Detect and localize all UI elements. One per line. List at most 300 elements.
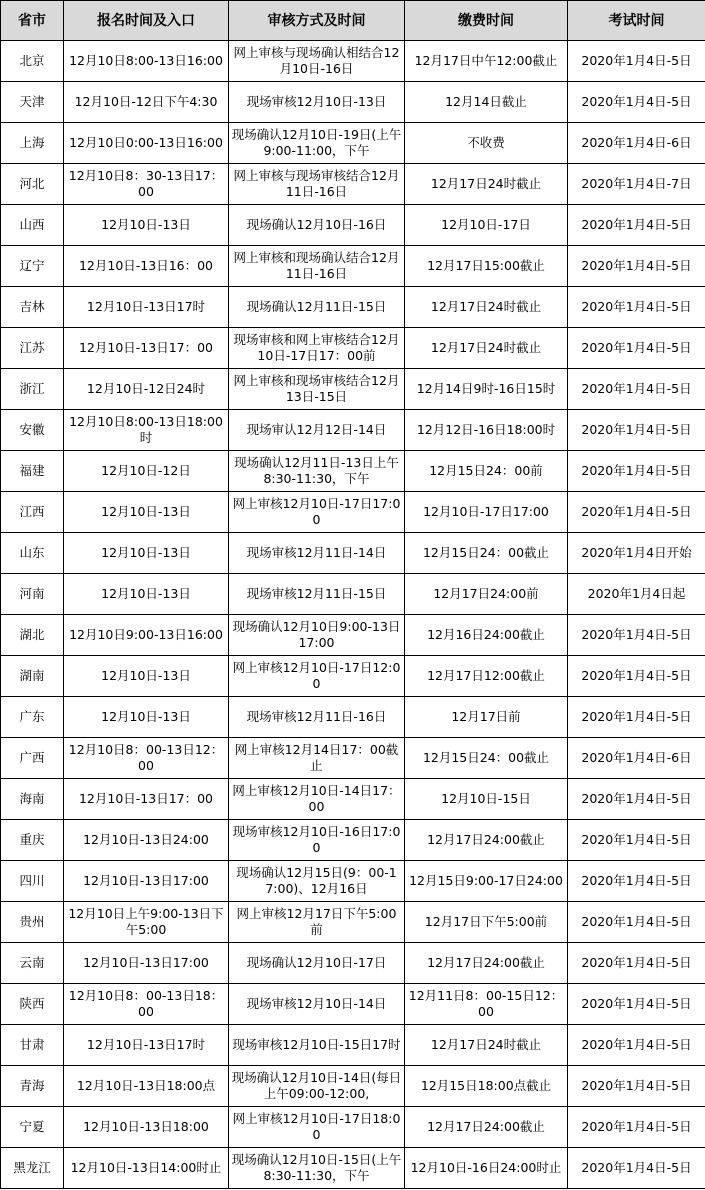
province-cell <box>1 779 64 820</box>
province-cell-text: 广西 <box>19 750 45 765</box>
exam-date-cell <box>568 779 705 820</box>
registration-cell <box>64 123 229 164</box>
exam-date-cell-text: 2020年1月4日-6日 <box>581 750 692 765</box>
review-cell <box>229 1107 405 1148</box>
exam-date-cell-text: 2020年1月4日-5日 <box>581 463 692 478</box>
exam-date-cell <box>568 943 705 984</box>
registration-cell-text: 12月10日-13日17时 <box>86 299 206 314</box>
payment-cell <box>405 287 568 328</box>
exam-date-cell-text: 2020年1月4日-5日 <box>581 832 692 847</box>
payment-cell-text: 不收费 <box>467 135 505 150</box>
payment-cell-text: 12月12日-16日18:00时 <box>416 422 556 437</box>
province-cell-text: 山西 <box>19 217 45 232</box>
table-row <box>1 861 705 902</box>
table-row <box>1 41 705 82</box>
payment-cell-text: 12月17日24:00截止 <box>427 832 545 847</box>
exam-date-cell-text: 2020年1月4日开始 <box>581 545 692 560</box>
exam-date-cell-text: 2020年1月4日-5日 <box>581 1119 692 1134</box>
table-body <box>1 41 705 1189</box>
review-cell <box>229 738 405 779</box>
payment-cell <box>405 123 568 164</box>
header-review: 审核方式及时间 <box>229 1 405 41</box>
table-row <box>1 1066 705 1107</box>
province-cell <box>1 205 64 246</box>
province-cell <box>1 287 64 328</box>
review-cell <box>229 328 405 369</box>
registration-cell <box>64 1148 229 1189</box>
province-cell <box>1 656 64 697</box>
registration-cell <box>64 1066 229 1107</box>
review-cell-text: 现场审核12月10日-14日 <box>246 996 387 1011</box>
province-cell-text: 吉林 <box>19 299 45 314</box>
exam-date-cell <box>568 41 705 82</box>
registration-cell <box>64 902 229 943</box>
registration-cell <box>64 246 229 287</box>
exam-date-cell-text: 2020年1月4日-5日 <box>581 299 692 314</box>
review-cell <box>229 615 405 656</box>
exam-date-cell <box>568 861 705 902</box>
registration-cell-text: 12月10日8:00-13日16:00 <box>69 53 223 68</box>
payment-cell <box>405 615 568 656</box>
registration-cell <box>64 328 229 369</box>
province-cell <box>1 615 64 656</box>
header-payment: 缴费时间 <box>405 1 568 41</box>
province-cell-text: 北京 <box>19 53 45 68</box>
province-cell-text: 黑龙江 <box>13 1160 51 1175</box>
payment-cell <box>405 451 568 492</box>
review-cell <box>229 287 405 328</box>
review-cell-text: 网上审核与现场审核结合12月11日-16日 <box>233 168 400 199</box>
payment-cell <box>405 1066 568 1107</box>
payment-cell-text: 12月17日24:00截止 <box>427 1119 545 1134</box>
province-cell-text: 安徽 <box>19 422 45 437</box>
table-row <box>1 1107 705 1148</box>
review-cell-text: 现场审核12月10日-15日17时 <box>232 1037 401 1052</box>
review-cell-text: 现场确认12月10日-17日 <box>246 955 387 970</box>
payment-cell-text: 12月15日18:00点截止 <box>420 1078 552 1093</box>
registration-cell-text: 12月10日9:00-13日16:00 <box>69 627 223 642</box>
province-cell-text: 浙江 <box>19 381 45 396</box>
payment-cell-text: 12月15日24：00截止 <box>422 750 550 765</box>
registration-cell <box>64 574 229 615</box>
review-cell-text: 网上审核12月17日下午5:00前 <box>236 906 397 937</box>
payment-cell-text: 12月17日24时截止 <box>430 299 542 314</box>
registration-cell-text: 12月10日-13日16：00 <box>78 258 214 273</box>
registration-cell-text: 12月10日-12日 <box>101 463 191 478</box>
province-cell-text: 江苏 <box>19 340 45 355</box>
payment-cell <box>405 984 568 1025</box>
registration-cell <box>64 82 229 123</box>
payment-cell <box>405 738 568 779</box>
review-cell-text: 现场审核和网上审核结合12月10日-17日17：00前 <box>233 332 400 363</box>
payment-cell <box>405 246 568 287</box>
exam-date-cell-text: 2020年1月4日-5日 <box>581 955 692 970</box>
province-cell-text: 海南 <box>19 791 45 806</box>
table-row <box>1 492 705 533</box>
exam-date-cell-text: 2020年1月4日-5日 <box>581 217 692 232</box>
review-cell-text: 现场确认12月10日-15日(上午8:30-11:30，下午 <box>231 1152 402 1183</box>
province-cell-text: 四川 <box>19 873 45 888</box>
exam-date-cell <box>568 615 705 656</box>
exam-date-cell-text: 2020年1月4日-5日 <box>581 1078 692 1093</box>
exam-date-cell <box>568 410 705 451</box>
table-row <box>1 82 705 123</box>
payment-cell-text: 12月10日-16日24:00时止 <box>410 1160 562 1175</box>
payment-cell <box>405 820 568 861</box>
province-cell-text: 江西 <box>19 504 45 519</box>
table-row <box>1 697 705 738</box>
review-cell-text: 现场确认12月10日-14日(每日上午09:00-12:00, <box>231 1070 402 1101</box>
payment-cell-text: 12月15日24：00前 <box>429 463 543 478</box>
exam-date-cell-text: 2020年1月4日-5日 <box>581 627 692 642</box>
review-cell-text: 网上审核12月10日-17日17:00 <box>232 496 401 527</box>
province-cell-text: 云南 <box>19 955 45 970</box>
payment-cell <box>405 943 568 984</box>
registration-cell-text: 12月10日-13日 <box>101 668 191 683</box>
province-cell-text: 陕西 <box>19 996 45 1011</box>
exam-date-cell-text: 2020年1月4日-5日 <box>581 381 692 396</box>
table-row <box>1 984 705 1025</box>
registration-cell <box>64 533 229 574</box>
review-cell-text: 现场审核12月10日-13日 <box>246 94 387 109</box>
payment-cell <box>405 41 568 82</box>
exam-date-cell <box>568 697 705 738</box>
payment-cell-text: 12月10日-17日17:00 <box>423 504 549 519</box>
registration-cell <box>64 410 229 451</box>
registration-cell-text: 12月10日-13日 <box>101 545 191 560</box>
payment-cell-text: 12月10日-17日 <box>441 217 531 232</box>
payment-cell <box>405 656 568 697</box>
exam-date-cell <box>568 533 705 574</box>
province-cell <box>1 123 64 164</box>
province-cell-text: 河南 <box>19 586 45 601</box>
province-cell <box>1 82 64 123</box>
province-cell <box>1 697 64 738</box>
review-cell <box>229 369 405 410</box>
exam-date-cell <box>568 492 705 533</box>
registration-cell <box>64 205 229 246</box>
registration-cell-text: 12月10日8：30-13日17：00 <box>68 168 224 199</box>
province-cell <box>1 1066 64 1107</box>
registration-cell <box>64 697 229 738</box>
exam-date-cell-text: 2020年1月4日-5日 <box>581 996 692 1011</box>
review-cell-text: 现场审核12月11日-16日 <box>246 709 387 724</box>
payment-cell <box>405 779 568 820</box>
exam-date-cell-text: 2020年1月4日-5日 <box>581 873 692 888</box>
province-cell <box>1 410 64 451</box>
table-row <box>1 738 705 779</box>
registration-cell-text: 12月10日-13日18:00点 <box>76 1078 216 1093</box>
payment-cell <box>405 574 568 615</box>
review-cell-text: 现场确认12月15日(9：00-17:00)、12月16日 <box>236 865 397 896</box>
province-cell <box>1 328 64 369</box>
table-row <box>1 1025 705 1066</box>
review-cell <box>229 41 405 82</box>
province-cell <box>1 41 64 82</box>
registration-cell <box>64 943 229 984</box>
registration-cell-text: 12月10日-13日14:00时止 <box>70 1160 222 1175</box>
exam-date-cell-text: 2020年1月4日起 <box>587 586 686 601</box>
registration-cell-text: 12月10日-12日下午4:30 <box>74 94 218 109</box>
exam-date-cell-text: 2020年1月4日-5日 <box>581 504 692 519</box>
province-cell <box>1 369 64 410</box>
review-cell <box>229 1066 405 1107</box>
review-cell-text: 网上审核和现场确认结合12月11日-16日 <box>233 250 400 281</box>
review-cell-text: 现场审认12月12日-14日 <box>246 422 387 437</box>
review-cell-text: 网上审核12月14日17：00截止 <box>234 742 399 773</box>
header-row <box>1 1 705 41</box>
header-registration: 报名时间及入口 <box>64 1 229 41</box>
exam-date-cell-text: 2020年1月4日-7日 <box>581 176 692 191</box>
province-cell <box>1 861 64 902</box>
registration-cell-text: 12月10日-13日 <box>101 504 191 519</box>
review-cell <box>229 779 405 820</box>
registration-cell <box>64 164 229 205</box>
review-cell <box>229 1148 405 1189</box>
province-cell <box>1 1025 64 1066</box>
review-cell <box>229 656 405 697</box>
table-row <box>1 1148 705 1189</box>
province-cell <box>1 246 64 287</box>
table-row <box>1 656 705 697</box>
review-cell <box>229 574 405 615</box>
registration-cell <box>64 779 229 820</box>
payment-cell <box>405 1107 568 1148</box>
registration-cell-text: 12月10日上午9:00-13日下午5:00 <box>68 906 224 937</box>
table-row <box>1 943 705 984</box>
payment-cell-text: 12月17日24:00截止 <box>427 955 545 970</box>
exam-date-cell-text: 2020年1月4日-5日 <box>581 709 692 724</box>
registration-cell <box>64 861 229 902</box>
registration-cell <box>64 451 229 492</box>
province-cell-text: 甘肃 <box>19 1037 45 1052</box>
review-cell <box>229 205 405 246</box>
header-province: 省市 <box>1 1 64 41</box>
province-cell <box>1 451 64 492</box>
registration-cell-text: 12月10日8：00-13日18：00 <box>68 988 224 1019</box>
payment-cell-text: 12月10日-15日 <box>441 791 531 806</box>
province-cell-text: 重庆 <box>19 832 45 847</box>
payment-cell <box>405 1148 568 1189</box>
province-cell-text: 福建 <box>19 463 45 478</box>
review-cell-text: 现场审核12月11日-15日 <box>246 586 387 601</box>
exam-date-cell-text: 2020年1月4日-6日 <box>581 135 692 150</box>
review-cell-text: 现场确认12月11日-15日 <box>246 299 387 314</box>
province-cell-text: 辽宁 <box>19 258 45 273</box>
exam-date-cell-text: 2020年1月4日-5日 <box>581 1037 692 1052</box>
table-row <box>1 574 705 615</box>
registration-cell <box>64 287 229 328</box>
exam-date-cell-text: 2020年1月4日-5日 <box>581 258 692 273</box>
payment-cell <box>405 328 568 369</box>
exam-date-cell <box>568 902 705 943</box>
province-cell <box>1 820 64 861</box>
exam-date-cell <box>568 1148 705 1189</box>
table-row <box>1 328 705 369</box>
table-row <box>1 123 705 164</box>
review-cell <box>229 451 405 492</box>
registration-cell-text: 12月10日-12日24时 <box>86 381 206 396</box>
exam-date-cell <box>568 656 705 697</box>
province-cell <box>1 943 64 984</box>
header-exam-date: 考试时间 <box>568 1 705 41</box>
exam-date-cell <box>568 287 705 328</box>
exam-date-cell-text: 2020年1月4日-5日 <box>581 53 692 68</box>
province-cell-text: 天津 <box>19 94 45 109</box>
review-cell <box>229 164 405 205</box>
exam-date-cell <box>568 738 705 779</box>
payment-cell-text: 12月14日9时-16日15时 <box>416 381 556 396</box>
table-row <box>1 615 705 656</box>
review-cell <box>229 902 405 943</box>
review-cell-text: 网上审核12月10日-17日12:00 <box>232 660 401 691</box>
payment-cell <box>405 410 568 451</box>
province-cell-text: 湖北 <box>19 627 45 642</box>
review-cell-text: 现场确认12月10日-16日 <box>246 217 387 232</box>
registration-cell-text: 12月10日-13日 <box>101 217 191 232</box>
registration-cell-text: 12月10日-13日24:00 <box>83 832 209 847</box>
review-cell-text: 现场确认12月10日-19日(上午9:00-11:00，下午 <box>231 127 402 158</box>
registration-cell-text: 12月10日-13日 <box>101 586 191 601</box>
registration-cell <box>64 656 229 697</box>
payment-cell <box>405 492 568 533</box>
exam-date-cell <box>568 164 705 205</box>
province-cell <box>1 738 64 779</box>
registration-cell <box>64 492 229 533</box>
exam-date-cell <box>568 820 705 861</box>
review-cell <box>229 861 405 902</box>
payment-cell-text: 12月16日24:00截止 <box>427 627 545 642</box>
province-cell-text: 湖南 <box>19 668 45 683</box>
exam-date-cell <box>568 1107 705 1148</box>
province-cell <box>1 574 64 615</box>
exam-date-cell <box>568 984 705 1025</box>
exam-date-cell-text: 2020年1月4日-5日 <box>581 94 692 109</box>
province-cell-text: 青海 <box>19 1078 45 1093</box>
review-cell <box>229 820 405 861</box>
exam-date-cell-text: 2020年1月4日-5日 <box>581 340 692 355</box>
payment-cell-text: 12月14日截止 <box>445 94 527 109</box>
table-row <box>1 533 705 574</box>
payment-cell-text: 12月15日9:00-17日24:00 <box>409 873 563 888</box>
review-cell <box>229 1025 405 1066</box>
province-cell <box>1 1148 64 1189</box>
exam-date-cell-text: 2020年1月4日-5日 <box>581 914 692 929</box>
province-cell <box>1 902 64 943</box>
table-row <box>1 902 705 943</box>
payment-cell-text: 12月17日前 <box>451 709 521 724</box>
payment-cell <box>405 697 568 738</box>
exam-date-cell <box>568 328 705 369</box>
exam-date-cell <box>568 205 705 246</box>
payment-cell <box>405 82 568 123</box>
province-cell-text: 上海 <box>19 135 45 150</box>
exam-date-cell <box>568 82 705 123</box>
registration-cell-text: 12月10日0:00-13日16:00 <box>69 135 223 150</box>
review-cell-text: 现场审核12月10日-16日17:00 <box>232 824 401 855</box>
payment-cell <box>405 902 568 943</box>
payment-cell <box>405 205 568 246</box>
registration-cell-text: 12月10日-13日17:00 <box>83 873 209 888</box>
review-cell-text: 网上审核和现场审核结合12月13日-15日 <box>233 373 400 404</box>
payment-cell-text: 12月17日15:00截止 <box>427 258 545 273</box>
province-cell <box>1 1107 64 1148</box>
exam-date-cell <box>568 369 705 410</box>
registration-cell-text: 12月10日-13日17：00 <box>78 340 214 355</box>
review-cell-text: 网上审核12月10日-17日18:00 <box>232 1111 401 1142</box>
registration-cell-text: 12月10日-13日17：00 <box>78 791 214 806</box>
payment-cell <box>405 861 568 902</box>
province-cell <box>1 492 64 533</box>
review-cell-text: 现场确认12月10日9:00-13日17:00 <box>232 619 401 650</box>
exam-date-cell <box>568 246 705 287</box>
review-cell <box>229 984 405 1025</box>
exam-date-cell-text: 2020年1月4日-5日 <box>581 791 692 806</box>
table-row <box>1 287 705 328</box>
payment-cell-text: 12月17日中午12:00截止 <box>414 53 558 68</box>
province-cell <box>1 984 64 1025</box>
province-cell-text: 宁夏 <box>19 1119 45 1134</box>
table-row <box>1 369 705 410</box>
payment-cell <box>405 369 568 410</box>
review-cell-text: 现场审核12月11日-14日 <box>246 545 387 560</box>
exam-date-cell <box>568 1025 705 1066</box>
table-row <box>1 779 705 820</box>
registration-cell <box>64 984 229 1025</box>
review-cell-text: 现场确认12月11日-13日上午8:30-11:30，下午 <box>234 455 399 486</box>
registration-cell <box>64 820 229 861</box>
payment-cell-text: 12月17日24:00前 <box>433 586 539 601</box>
payment-cell-text: 12月15日24：00截止 <box>422 545 550 560</box>
review-cell <box>229 410 405 451</box>
exam-date-cell-text: 2020年1月4日-5日 <box>581 1160 692 1175</box>
registration-cell <box>64 41 229 82</box>
table-row <box>1 246 705 287</box>
exam-date-cell <box>568 1066 705 1107</box>
review-cell <box>229 533 405 574</box>
province-cell-text: 贵州 <box>19 914 45 929</box>
exam-date-cell <box>568 123 705 164</box>
review-cell <box>229 123 405 164</box>
payment-cell-text: 12月11日8：00-15日12：00 <box>408 988 564 1019</box>
province-cell <box>1 164 64 205</box>
registration-cell-text: 12月10日-13日17:00 <box>83 955 209 970</box>
review-cell-text: 网上审核与现场确认相结合12月10日-16日 <box>233 45 400 76</box>
exam-date-cell <box>568 451 705 492</box>
registration-cell-text: 12月10日-13日17时 <box>86 1037 206 1052</box>
exam-date-cell-text: 2020年1月4日-5日 <box>581 422 692 437</box>
payment-cell-text: 12月17日下午5:00前 <box>424 914 548 929</box>
registration-cell <box>64 1025 229 1066</box>
registration-cell-text: 12月10日-13日 <box>101 709 191 724</box>
payment-cell-text: 12月17日24时截止 <box>430 340 542 355</box>
exam-date-cell-text: 2020年1月4日-5日 <box>581 668 692 683</box>
payment-cell <box>405 164 568 205</box>
payment-cell-text: 12月17日24时截止 <box>430 176 542 191</box>
table-row <box>1 410 705 451</box>
table-row <box>1 820 705 861</box>
registration-cell <box>64 738 229 779</box>
review-cell <box>229 82 405 123</box>
exam-date-cell <box>568 574 705 615</box>
review-cell <box>229 246 405 287</box>
payment-cell <box>405 1025 568 1066</box>
review-cell-text: 网上审核12月10日-14日17：00 <box>232 783 401 814</box>
payment-cell <box>405 533 568 574</box>
table-row <box>1 451 705 492</box>
province-cell-text: 广东 <box>19 709 45 724</box>
table-row <box>1 205 705 246</box>
